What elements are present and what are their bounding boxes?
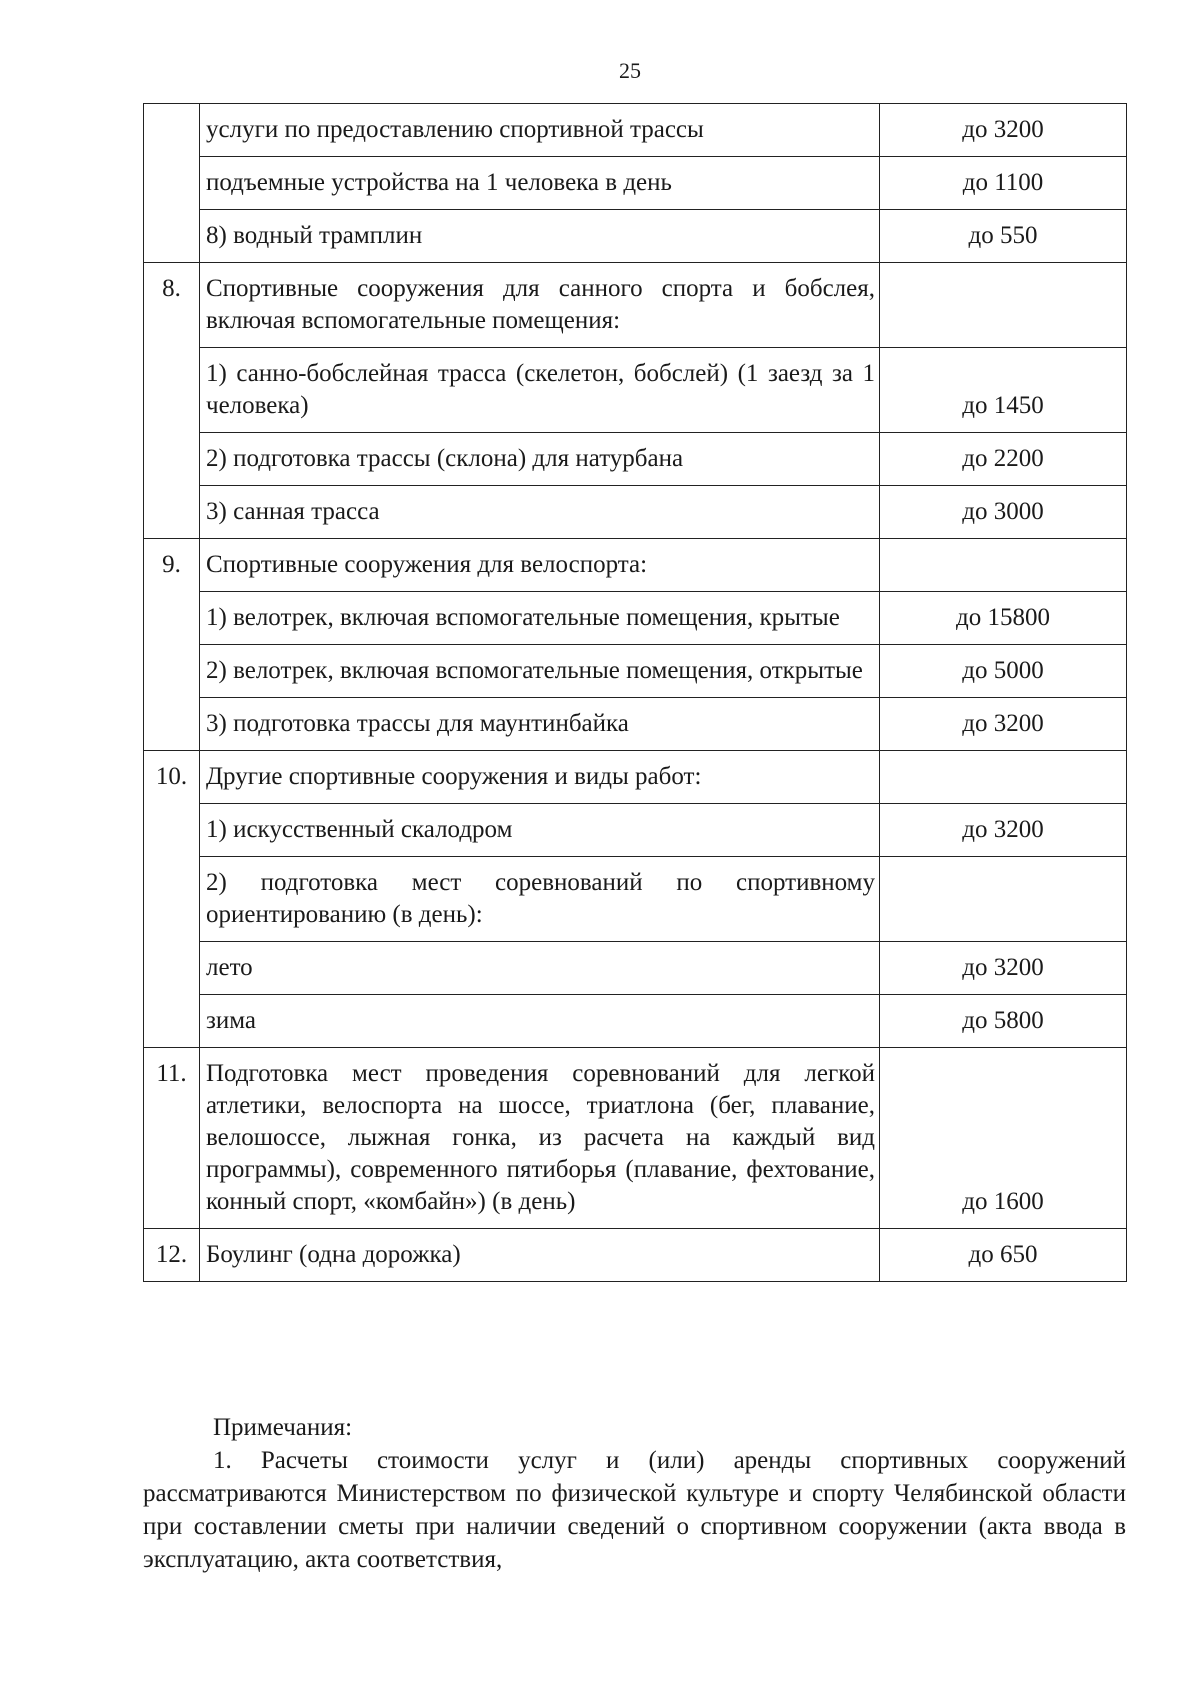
service-description: лето (200, 942, 880, 995)
table-row (144, 857, 1127, 942)
notes-paragraph: 1. Расчеты стоимости услуг и (или) аренды спортивных сооружений рассматриваются Министерством по физической культуре и спорту Челябинской области при составлении сметы при наличии сведений о спортивном сооружении (акта ввода в эксплуатацию, акта соответствия, (143, 1447, 1126, 1573)
row-number-cell: 9. (144, 539, 200, 751)
table-row (144, 995, 1127, 1048)
service-description: Подготовка мест проведения соревнований для легкой атлетики, велоспорта на шоссе, триатлона (бег, плавание, велошоссе, лыжная гонка, из расчета на каждый вид программы), современного пятиборья (плавание, фехтование, конный спорт, «комбайн») (в день) (200, 1048, 880, 1229)
table-row (144, 1229, 1127, 1282)
section-heading: Спортивные сооружения для санного спорта и бобслея, включая вспомогательные помещения: (200, 263, 880, 348)
service-description: 1) искусственный скалодром (200, 804, 880, 857)
price-cell: до 1100 (880, 157, 1127, 210)
table-row (144, 104, 1127, 157)
table-row (144, 539, 1127, 592)
table-row (144, 210, 1127, 263)
section-heading: Другие спортивные сооружения и виды работ: (200, 751, 880, 804)
service-description: 1) санно-бобслейная трасса (скелетон, бобслей) (1 заезд за 1 человека) (200, 348, 880, 433)
price-cell: до 1600 (880, 1048, 1127, 1229)
notes-section (143, 1411, 1126, 1576)
price-cell: до 1450 (880, 348, 1127, 433)
table-row (144, 157, 1127, 210)
table-row (144, 698, 1127, 751)
price-cell: до 3000 (880, 486, 1127, 539)
section-heading: Спортивные сооружения для велоспорта: (200, 539, 880, 592)
service-description: 1) велотрек, включая вспомогательные помещения, крытые (200, 592, 880, 645)
table-row (144, 486, 1127, 539)
price-cell (880, 751, 1127, 804)
price-cell: до 650 (880, 1229, 1127, 1282)
table-row (144, 645, 1127, 698)
price-cell: до 3200 (880, 698, 1127, 751)
service-description: услуги по предоставлению спортивной трассы (200, 104, 880, 157)
price-cell: до 15800 (880, 592, 1127, 645)
table-row (144, 1048, 1127, 1229)
price-cell (880, 539, 1127, 592)
table-row (144, 942, 1127, 995)
service-description: 2) подготовка трассы (склона) для натурбана (200, 433, 880, 486)
table-row (144, 348, 1127, 433)
notes-title: Примечания: (213, 1414, 353, 1441)
service-description: зима (200, 995, 880, 1048)
table-row (144, 592, 1127, 645)
page-number: 25 (619, 58, 641, 83)
row-number-cell: 8. (144, 263, 200, 539)
service-description: подъемные устройства на 1 человека в день (200, 157, 880, 210)
price-cell: до 3200 (880, 804, 1127, 857)
row-number-cell: 10. (144, 751, 200, 1048)
service-description: 3) подготовка трассы для маунтинбайка (200, 698, 880, 751)
service-description: 8) водный трамплин (200, 210, 880, 263)
price-cell: до 550 (880, 210, 1127, 263)
price-cell (880, 857, 1127, 942)
price-cell: до 5000 (880, 645, 1127, 698)
table-row (144, 433, 1127, 486)
service-description: 3) санная трасса (200, 486, 880, 539)
service-description: 2) подготовка мест соревнований по спортивному ориентированию (в день): (200, 857, 880, 942)
row-number-cell: 12. (144, 1229, 200, 1282)
table-row (144, 751, 1127, 804)
service-description: Боулинг (одна дорожка) (200, 1229, 880, 1282)
price-cell: до 5800 (880, 995, 1127, 1048)
row-number-cell (144, 104, 200, 263)
row-number-cell: 11. (144, 1048, 200, 1229)
price-cell: до 3200 (880, 104, 1127, 157)
tariff-table (143, 103, 1127, 1282)
price-cell (880, 263, 1127, 348)
table-row (144, 804, 1127, 857)
table-row (144, 263, 1127, 348)
price-cell: до 3200 (880, 942, 1127, 995)
service-description: 2) велотрек, включая вспомогательные помещения, открытые (200, 645, 880, 698)
price-cell: до 2200 (880, 433, 1127, 486)
